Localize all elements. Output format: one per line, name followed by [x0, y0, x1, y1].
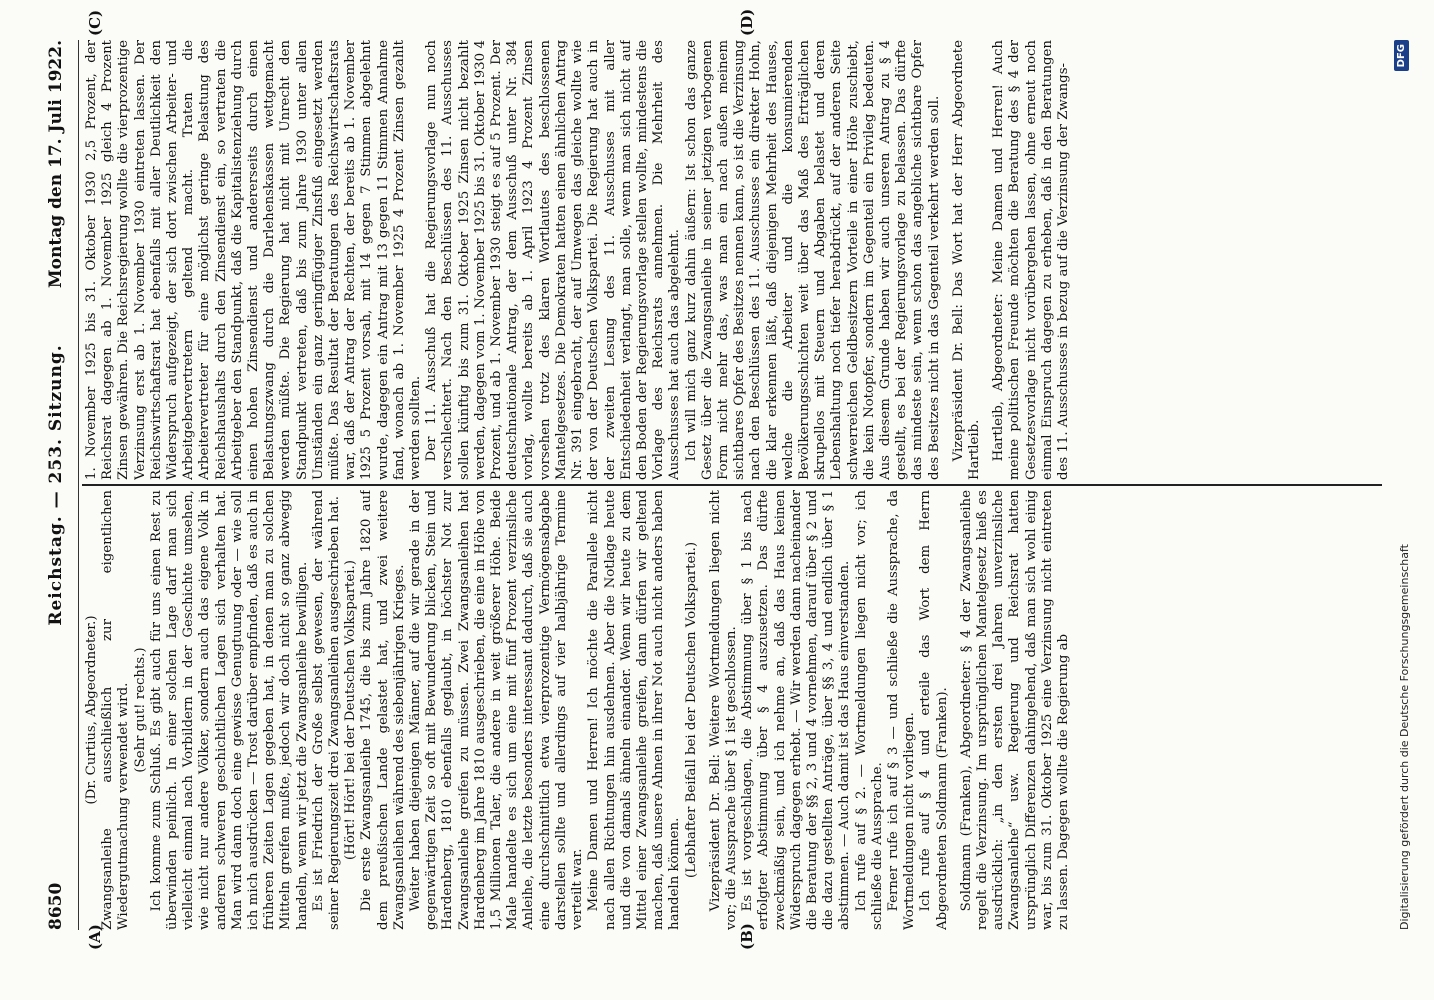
footer-credit: Digitalisierung gefördert durch die Deutsche Forschungsgemeinschaft — [1398, 544, 1411, 930]
paragraph: Hartleib, Abgeordneter: Meine Damen und Herren! Auch meine politischen Freunde möchten die Beratung des § 4 der Gesetzesvorlage nicht vorübergehen lassen, ohne erneut noch einmal Einspruch dagegen zu erheben, daß in den Beratungen des 11. Ausschusses in bezug auf die Verzinsung der Zwangs- — [991, 40, 1071, 480]
margin-mark-a: (A) — [86, 924, 104, 950]
paragraph: Es ist Friedrich der Große selbst gewesen, der während seiner Regierungszeit drei Zwangsanleihen ausgeschrieben hat. — [310, 490, 343, 930]
margin-mark-b: (B) — [738, 923, 756, 950]
speaker-line: (Dr. Curtius, Abgeordneter.) — [84, 615, 99, 805]
margin-mark-d: (D) — [738, 8, 756, 36]
paragraph: Vizepräsident Dr. Bell: Weitere Wortmeldungen liegen nicht vor; die Aussprache über § 1 ist geschlossen. — [707, 490, 739, 930]
paragraph: Meine Damen und Herren! Ich möchte die Parallele nicht nach allen Richtungen hin ausdehnen. Aber die Notlage heute und die von damals ähneln einander. Wenn wir heute zu dem Mittel einer Zwangsanleihe greifen, dann dürfen wir geltend machen, daß unsere Ahnen in ihrer Not auch nicht anders haben handeln können. — [586, 490, 683, 930]
margin-mark-c: (C) — [86, 9, 104, 36]
right-column — [84, 40, 1384, 480]
paragraph: Die erste Zwangsanleihe 1745, die bis zum Jahre 1820 auf dem preußischen Lande gelastet hat, und zwei weitere Zwangsanleihen während des siebenjährigen Krieges. — [359, 490, 407, 930]
paragraph: Ich komme zum Schluß. Es gibt auch für uns einen Rest zu überwinden peinlich. In einer solchen Lage darf man sich vielleicht einmal nach Vorbildern in der Geschichte umsehen, wie nicht nur andere Völker, sondern auch das eigene Volk in anderen schweren geschichtlichen Lagen sich verhalten hat. Man wird dann doch eine gewisse Genugtuung oder — wie soll ich mich ausdrücken — Trost darüber empfinden, daß es auch in früheren Zeiten Lagen gegeben hat, in denen man zu solchen Mitteln greifen mußte, jedoch wir doch nicht so ganz abwegig handeln, wenn wir jetzt die Zwangsanleihe bewilligen. — [148, 490, 310, 930]
paragraph: Ich rufe auf § 4 und erteile das Wort dem Herrn Abgeordneten Soldmann (Franken). — [918, 490, 950, 930]
page-header — [40, 40, 74, 930]
paragraph: Es ist vorgeschlagen, die Abstimmung über § 1 bis nach erfolgter Abstimmung über § 4 auszusetzen. Das dürfte zweckmäßig sein, und ich nehme an, daß das Haus keinen Widerspruch dagegen erhebt. — Wir werden dann nacheinander die Beratung der §§ 2, 3 und 4 vornehmen, darauf über § 2 und die dazu gestellten Anträge, über §§ 3, 4 und endlich über § 1 abstimmen. — Auch damit ist das Haus einverstanden. — [740, 490, 853, 930]
paragraph: Der 11. Ausschuß hat die Regierungsvorlage nun noch verschlechtert. Nach den Beschlüssen des 11. Ausschusses sollen künftig bis zum 31. Oktober 1925 Zinsen nicht bezahlt werden, dagegen vom 1. November 1925 bis 31. Oktober 1930 4 Prozent, und ab 1. November 1930 steigt es auf 5 Prozent. Der deutschnationale Antrag, der dem Ausschuß unter Nr. 384 vorlag, wollte bereits ab 1. April 1923 4 Prozent Zinsen vorsehen trotz des klaren Wortlautes des beschlossenen Mantelgesetzes. Die Demokraten hatten einen ähnlichen Antrag Nr. 391 eingebracht, der auf Umwegen das gleiche wollte wie der von der Deutschen Volkspartei. Die Regierung hat auch in der zweiten Lesung des 11. Ausschusses mit aller Entschiedenheit verlangt, man solle, wenn man sich nicht auf den Boden der Regierungsvorlage stellen wollte, mindestens die Vorlage des Reichsrats annehmen. Die Mehrheit des Ausschusses hat auch das abgelehnt. — [424, 40, 683, 480]
interjection: (Hört! Hört! bei der Deutschen Volkspartei.) — [343, 560, 359, 860]
paragraph: Weiter haben diejenigen Männer, auf die wir gerade in der gegenwärtigen Zeit so oft mit Bewunderung blicken, Stein und Hardenberg, 1810 ebenfalls geglaubt, in höchster Not zur Zwangsanleihe greifen zu müssen. Zwei Zwangsanleihen hat Hardenberg im Jahre 1810 ausgeschrieben, die eine in Höhe von 1,5 Millionen Taler, die andere in weit größerer Höhe. Beide Male handelte es sich um eine mit fünf Prozent verzinsliche Anleihe, die letzte besonders interessant dadurch, daß sie auch eine durchschnittlich etwa vierprozentige Vermögensabgabe darstellen sollte und allerdings auf vier halbjährige Termine verteilt war. — [408, 490, 586, 930]
header-rule — [78, 40, 79, 930]
page-date: Montag den 17. Juli 1922. — [46, 40, 66, 289]
paragraph: 1. November 1925 bis 31. Oktober 1930 2,5 Prozent, der Reichsrat dagegen ab 1. November 1925 gleich 4 Prozent Zinsen gewähren. Die Reichsregierung wollte die vierprozentige Verzinsung erst ab 1. November 1930 eintreten lassen. Der Reichswirtschaftsrat hat ebenfalls mit aller Deutlichkeit den Widerspruch aufgezeigt, der sich dort zwischen Arbeiter- und Arbeitgebervertretern geltend macht. Traten die Arbeitervertreter für eine möglichst geringe Belastung des Reichshaushalts durch den Zinsendienst ein, so vertraten die Arbeitgeber den Standpunkt, daß die Kapitalistenziehung durch einen hohen Zinsendienst und andererseits durch einen Belastungszwang durch die Darlehenskassen wettgemacht werden müßte. Die Regierung hat nicht mit Unrecht den Standpunkt vertreten, daß bis zum Jahre 1930 unter allen Umständen ein ganz geringfügiger Zinsfuß eingesetzt werden müßte. Das Resultat der Beratungen des Reichswirtschaftsrats war, daß der Antrag der Rechten, der bereits ab 1. November 1925 5 Prozent vorsah, mit 14 gegen 7 Stimmen abgelehnt wurde, dagegen ein Antrag mit 13 gegen 11 Stimmen Annahme fand, wonach ab 1. November 1925 4 Prozent Zinsen gezahlt werden sollten. — [84, 40, 424, 480]
interjection: (Sehr gut! rechts.) — [132, 647, 148, 773]
column-divider — [82, 484, 1382, 486]
dfg-logo: DFG — [1394, 40, 1409, 71]
paragraph: Soldmann (Franken), Abgeordneter: § 4 der Zwangsanleihe regelt die Verzinsung. Im ursprünglichen Mantelgesetz hieß es ausdrücklich: „in den ersten drei Jahren unverzinsliche Zwangsanleihe“ usw. Regierung und Reichsrat hatten ursprünglich Differenzen dahingehend, daß man sich wohl einig war, bis zum 31. Oktober 1925 eine Verzinsung nicht eintreten zu lassen. Dagegen wollte die Regierung ab — [958, 490, 1071, 930]
page-title: Reichstag. — 253. Sitzung. — [46, 344, 66, 626]
page-number: 8650 — [46, 882, 66, 930]
left-column — [84, 490, 1384, 930]
paragraph: Vizepräsident Dr. Bell: Das Wort hat der Herr Abgeordnete Hartleib. — [950, 40, 982, 480]
paragraph: Zwangsanleihe ausschließlich zur eigentlichen Wiedergutmachung verwendet wird. — [100, 490, 132, 930]
paragraph: Ferner rufe ich auf § 3 — und schließe die Aussprache, da Wortmeldungen nicht vorliegen. — [885, 490, 918, 930]
paragraph: Ich will mich ganz kurz dahin äußern: Ist schon das ganze Gesetz über die Zwangsanleihe in seiner jetzigen verbogenen Form nicht mehr das, was man ein nach außen meinem sichtbares Opfer des Besitzes nennen kann, so ist die Verzinsung nach den Beschlüssen des 11. Ausschusses ein direkter Hohn, die klar erkennen läßt, daß diejenigen Mehrheit des Hauses, welche die Arbeiter und die konsumierenden Bevölkerungsschichten weit über das Maß des Erträglichen skrupellos mit Steuern und Abgaben belastet und deren Lebenshaltung noch tiefer herabdrückt, auf der anderen Seite schwerreichen Geldbesitzern Vorteile in einer Höhe zuschiebt, die kein Notopfer, sondern im Gegenteil ein Privileg bedeuten. Aus diesem Grunde haben wir auch unseren Antrag zu § 4 gestellt, es bei der Regierungsvorlage zu belassen. Das dürfte das mindeste sein, wenn schon das angebliche sichtbare Opfer des Besitzes nicht in das Gegenteil verkehrt werden soll. — [683, 40, 942, 480]
paragraph: Ich rufe auf § 2. — Wortmeldungen liegen nicht vor; ich schließe die Aussprache. — [853, 490, 885, 930]
interjection: (Lebhafter Beifall bei der Deutschen Volkspartei.) — [683, 541, 699, 879]
